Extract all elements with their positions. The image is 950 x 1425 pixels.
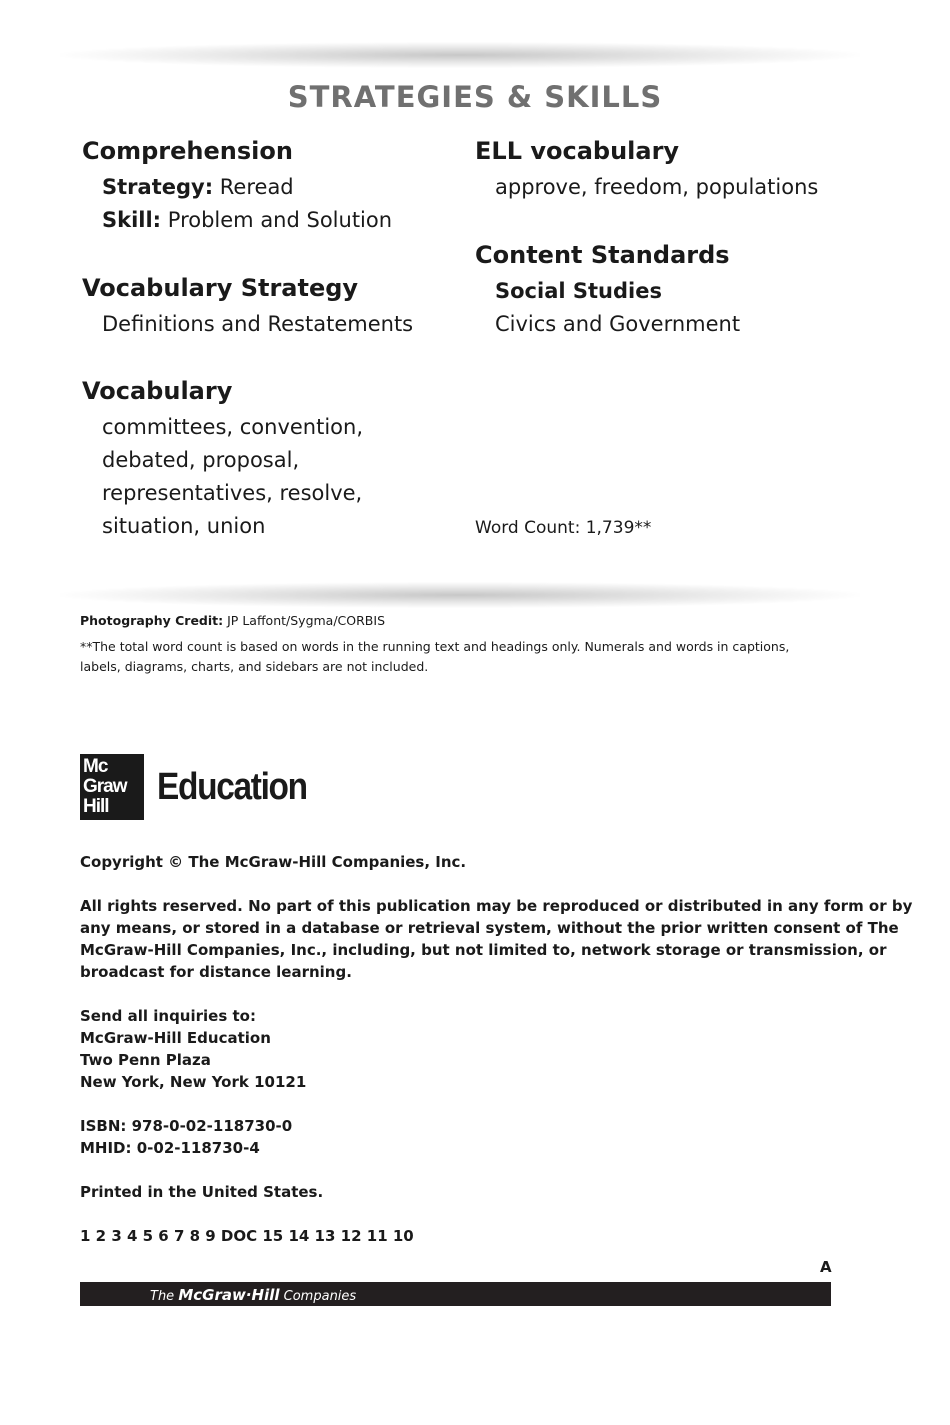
page-letter: A: [820, 1258, 832, 1276]
standards-subject-label: Social Studies: [495, 279, 662, 303]
address-block: [80, 1005, 306, 1093]
print-run-text: 1 2 3 4 5 6 7 8 9 DOC 15 14 13 12 11 10: [80, 1227, 414, 1245]
footer-brand-text: [150, 1286, 356, 1304]
logo-line: Graw: [83, 776, 127, 797]
bottom-shadow-divider: [60, 582, 860, 608]
strategy-label: Strategy:: [102, 175, 214, 199]
footer-brand: McGraw·Hill: [178, 1286, 280, 1304]
rights-line: broadcast for distance learning.: [80, 963, 352, 981]
address-line: New York, New York 10121: [80, 1073, 307, 1091]
skill-label: Skill:: [102, 208, 162, 232]
top-shadow-divider: [60, 42, 860, 68]
standards-value: Civics and Government: [495, 312, 741, 336]
vocabulary-line: representatives, resolve,: [102, 481, 363, 505]
mhid-line: MHID: 0-02-118730-4: [80, 1139, 260, 1157]
vocabulary-line: situation, union: [102, 514, 266, 538]
logo-line: Mc: [83, 756, 108, 777]
ell-vocabulary-value: approve, freedom, populations: [495, 175, 819, 199]
rights-line: All rights reserved. No part of this publication may be reproduced or distributed in any form or by: [80, 897, 913, 915]
identifier-block: [80, 1115, 292, 1159]
word-count: Word Count: 1,739**: [475, 518, 652, 538]
content-standards-heading: Content Standards: [475, 241, 730, 269]
vocabulary-line: debated, proposal,: [102, 448, 300, 472]
printed-text: Printed in the United States.: [80, 1183, 324, 1201]
address-line: Two Penn Plaza: [80, 1051, 211, 1069]
logo-line: Hill: [83, 796, 109, 817]
standards-subject: [495, 279, 662, 303]
mcgraw-hill-logo: [80, 754, 144, 820]
photography-credit-value: JP Laffont/Sygma/CORBIS: [227, 613, 386, 628]
photography-credit-label: Photography Credit:: [80, 613, 224, 628]
copyright-line: [80, 851, 466, 873]
vocabulary-strategy-heading: Vocabulary Strategy: [82, 274, 359, 302]
strategy-line: [102, 175, 294, 199]
comprehension-heading: Comprehension: [82, 137, 293, 165]
rights-paragraph: [80, 895, 912, 983]
logo-education-word: Education: [157, 766, 307, 808]
isbn-line: ISBN: 978-0-02-118730-0: [80, 1117, 293, 1135]
vocabulary-heading: Vocabulary: [82, 377, 233, 405]
print-run-line: [80, 1225, 414, 1247]
ell-vocabulary-heading: ELL vocabulary: [475, 137, 680, 165]
printed-line: [80, 1181, 323, 1203]
rights-line: any means, or stored in a database or retrieval system, without the prior written consent of The: [80, 919, 899, 937]
footer-prefix: The: [150, 1289, 175, 1304]
footer-suffix: Companies: [283, 1289, 357, 1304]
vocabulary-strategy-value: Definitions and Restatements: [102, 312, 414, 336]
footer-bar: [80, 1282, 831, 1306]
address-line: Send all inquiries to:: [80, 1007, 256, 1025]
vocabulary-line: committees, convention,: [102, 415, 364, 439]
photography-credit: [80, 613, 385, 628]
word-count-note: **The total word count is based on words in the running text and headings only. Numerals and words in captions, labels, diagrams, charts, and sidebars are not included.: [80, 639, 790, 674]
skill-value: Problem and Solution: [167, 208, 393, 232]
strategy-value: Reread: [219, 175, 294, 199]
rights-line: McGraw-Hill Companies, Inc., including, but not limited to, network storage or transmission, or: [80, 941, 887, 959]
page-title: STRATEGIES & SKILLS: [287, 80, 663, 114]
copyright-text: Copyright © The McGraw-Hill Companies, Inc.: [80, 853, 467, 871]
address-line: McGraw-Hill Education: [80, 1029, 271, 1047]
skill-line: [102, 208, 392, 232]
